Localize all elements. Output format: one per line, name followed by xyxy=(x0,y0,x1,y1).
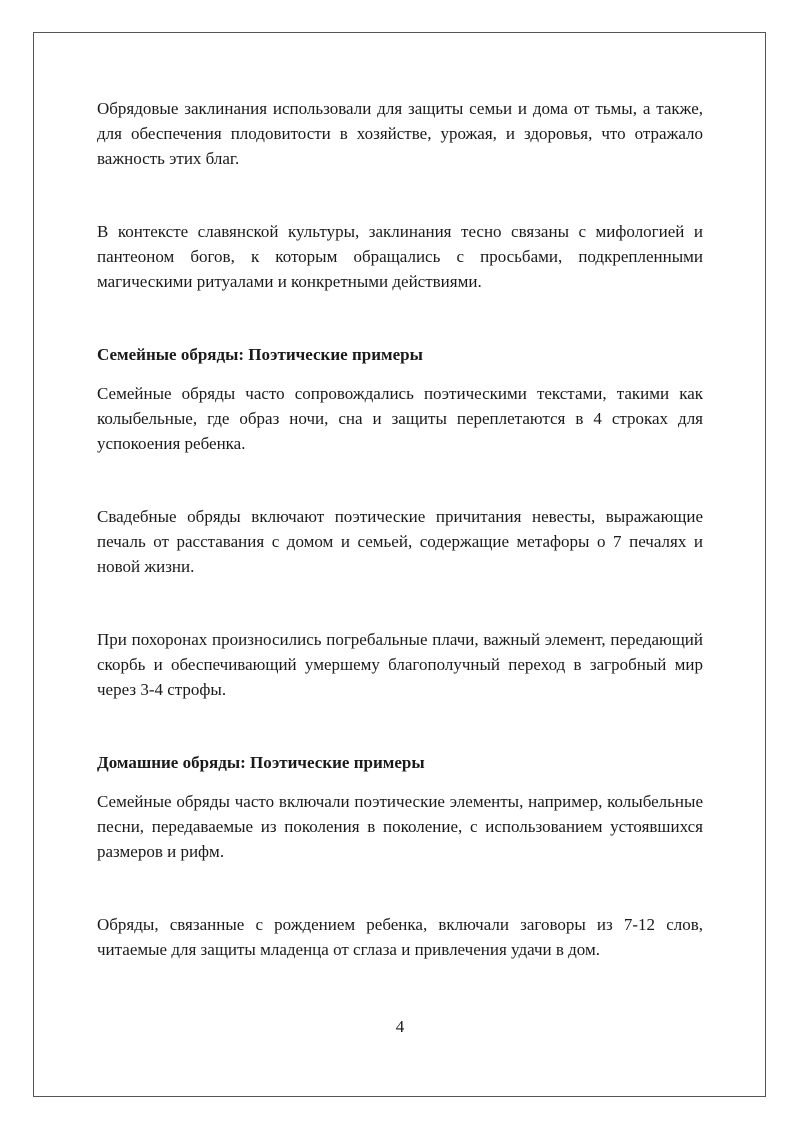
paragraph: Семейные обряды часто включали поэтические элементы, например, колыбельные песни, передаваемые из поколения в поколение, с использованием устоявшихся размеров и рифм. xyxy=(97,792,703,861)
paragraph: Свадебные обряды включают поэтические причитания невесты, выражающие печаль от расставания с домом и семьей, содержащие метафоры о 7 печалях и новой жизни. xyxy=(97,507,703,576)
document-body xyxy=(97,96,703,962)
section-heading: Семейные обряды: Поэтические примеры xyxy=(97,345,423,364)
paragraph: Семейные обряды часто сопровождались поэтическими текстами, такими как колыбельные, где образ ночи, сна и защиты переплетаются в 4 строках для успокоения ребенка. xyxy=(97,384,703,453)
page-number: 4 xyxy=(395,1017,405,1036)
paragraph: Обряды, связанные с рождением ребенка, включали заговоры из 7-12 слов, читаемые для защиты младенца от сглаза и привлечения удачи в дом. xyxy=(97,915,703,959)
section-heading: Домашние обряды: Поэтические примеры xyxy=(97,753,425,772)
paragraph: В контексте славянской культуры, заклинания тесно связаны с мифологией и пантеоном богов, к которым обращались с просьбами, подкрепленными магическими ритуалами и конкретными действиями. xyxy=(97,222,703,291)
paragraph: При похоронах произносились погребальные плачи, важный элемент, передающий скорбь и обеспечивающий умершему благополучный переход в загробный мир через 3-4 строфы. xyxy=(97,630,703,699)
paragraph: Обрядовые заклинания использовали для защиты семьи и дома от тьмы, а также, для обеспечения плодовитости в хозяйстве, урожая, и здоровья, что отражало важность этих благ. xyxy=(97,99,703,168)
